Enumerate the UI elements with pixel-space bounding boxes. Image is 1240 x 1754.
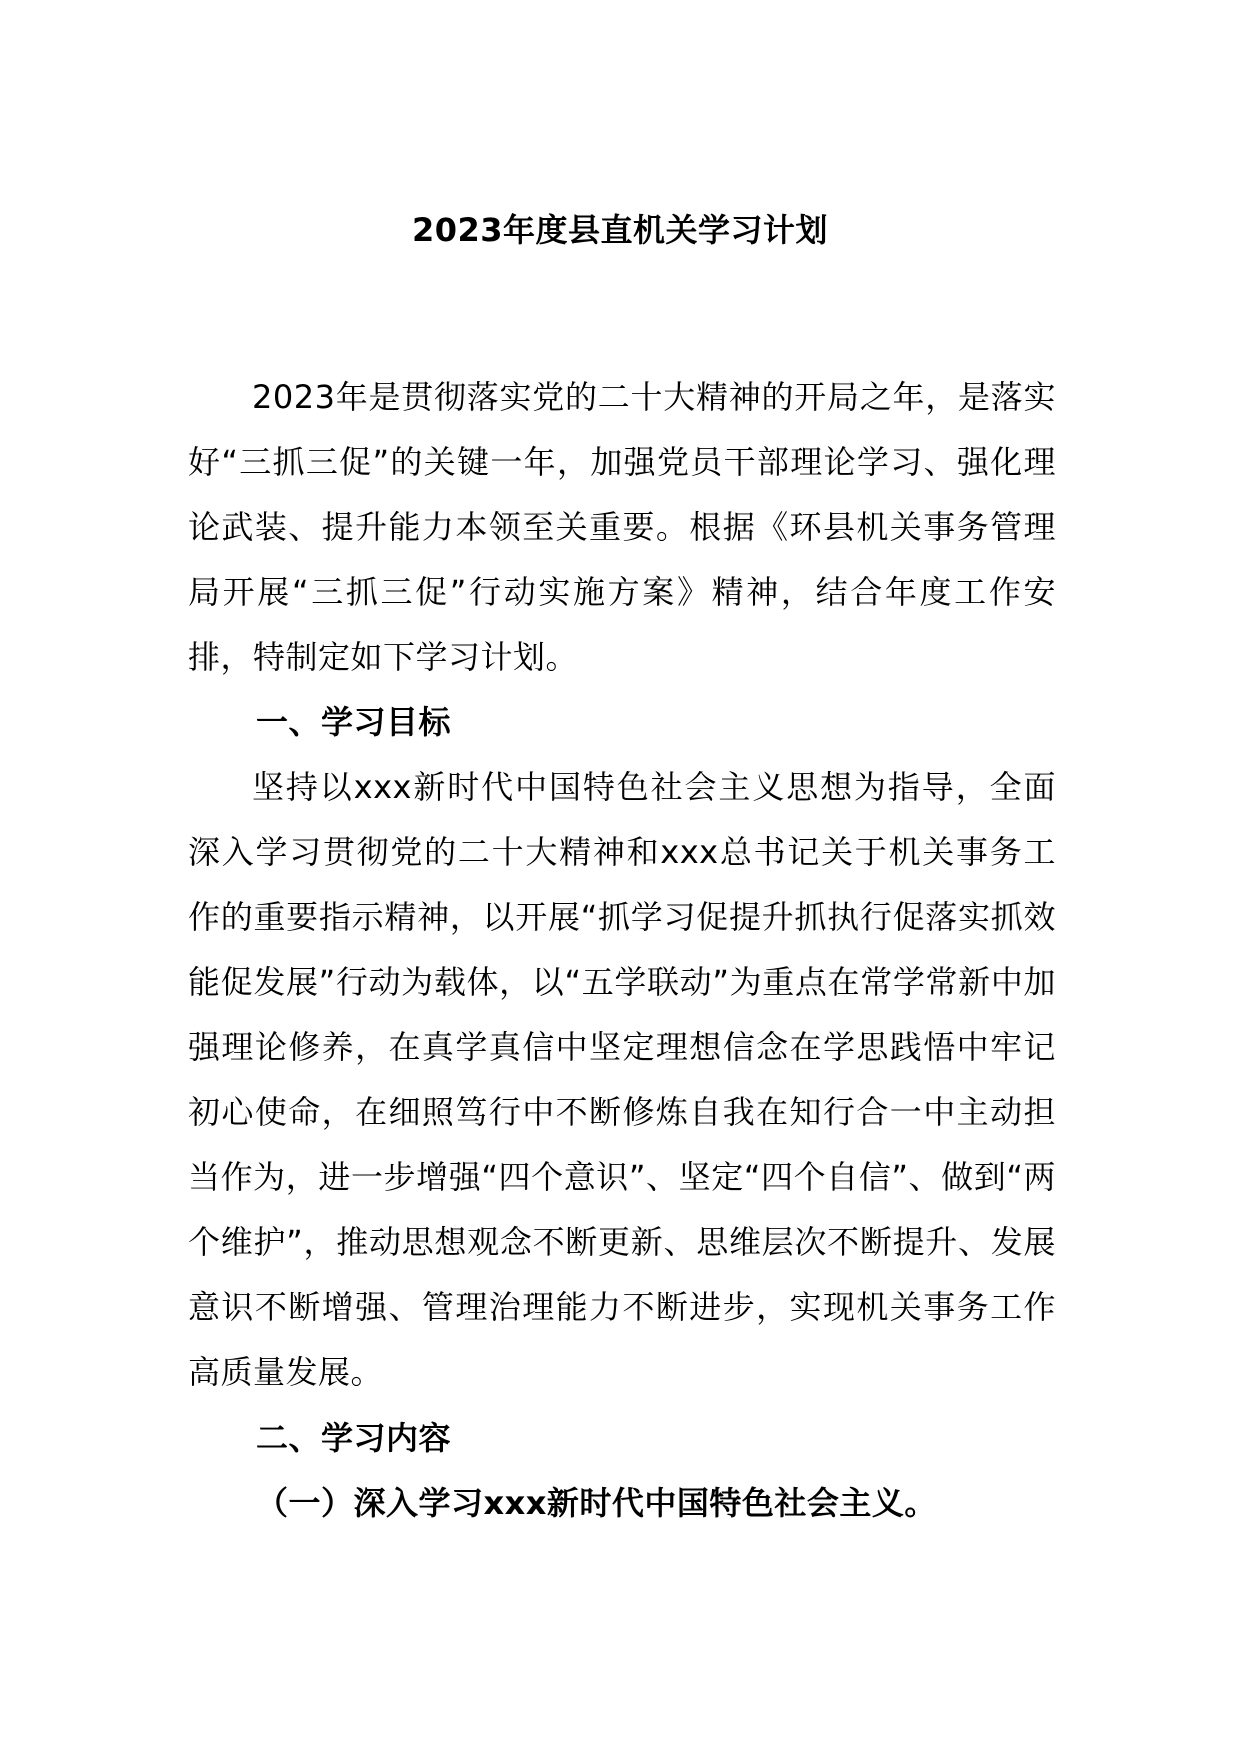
document-title: 2023年度县直机关学习计划 (411, 211, 829, 249)
section-heading-goals: 一、学习目标 (256, 703, 452, 741)
section-heading-content: 二、学习内容 (256, 1419, 452, 1457)
goals-paragraph: 坚持以xxx新时代中国特色社会主义思想为指导，全面深入学习贯彻党的二十大精神和xxx总书记关于机关事务工作的重要指示精神，以开展“抓学习促提升抓执行促落实抓效能促发展”行动为载体，以“五学联动”为重点在常学常新中加强理论修养，在真学真信中坚定理想信念在学思践悟中牢记初心使命，在细照笃行中不断修炼自我在知行合一中主动担当作为，进一步增强“四个意识”、坚定“四个自信”、做到“两个维护”，推动思想观念不断更新、思维层次不断提升、发展意识不断增强、管理治理能力不断进步，实现机关事务工作高质量发展。 (188, 768, 1056, 1391)
subsection-heading-1: （一）深入学习xxx新时代中国特色社会主义。 (256, 1484, 937, 1522)
intro-paragraph: 2023年是贯彻落实党的二十大精神的开局之年，是落实好“三抓三促”的关键一年，加强党员干部理论学习、强化理论武装、提升能力本领至关重要。根据《环县机关事务管理局开展“三抓三促”行动实施方案》精神，结合年度工作安排，特制定如下学习计划。 (188, 378, 1056, 676)
